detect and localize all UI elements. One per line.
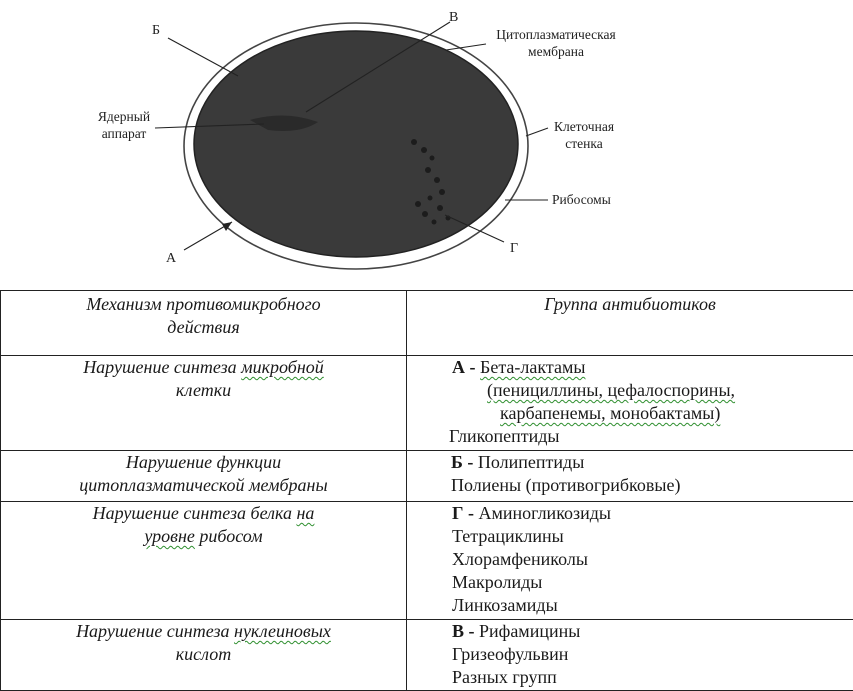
header-mechanism: Механизм противомикробного действия bbox=[1, 291, 407, 356]
table-row bbox=[1, 451, 853, 502]
label-nucleus: Ядерный аппарат bbox=[92, 108, 156, 142]
mechanism-cell: Нарушение синтеза белка на уровне рибосом bbox=[1, 502, 407, 620]
mechanism-cell: Нарушение синтеза микробной клетки bbox=[1, 356, 407, 451]
label-b: Б bbox=[152, 22, 160, 39]
group-cell: А - Бета-лактамы (пенициллины, цефалоспорины, карбапенемы, монобактамы) Гликопептиды bbox=[407, 356, 853, 451]
header-group: Группа антибиотиков bbox=[407, 291, 853, 356]
bacterial-cell-diagram bbox=[0, 0, 853, 290]
table-header-row bbox=[1, 291, 853, 356]
label-v: В bbox=[449, 9, 458, 26]
label-ribosomes: Рибосомы bbox=[552, 191, 611, 208]
table-row bbox=[1, 356, 853, 451]
cytoplasm bbox=[194, 31, 518, 257]
table-row bbox=[1, 502, 853, 620]
label-a: А bbox=[166, 250, 176, 267]
cell-drawing bbox=[0, 0, 853, 290]
label-cell-wall: Клеточная стенка bbox=[548, 118, 620, 152]
group-cell: Б - Полипептиды Полиены (противогрибковые) bbox=[407, 451, 853, 502]
mechanism-cell: Нарушение синтеза нуклеиновых кислот bbox=[1, 620, 407, 691]
group-cell: В - Рифамицины Гризеофульвин Разных групп bbox=[407, 620, 853, 691]
table-row bbox=[1, 620, 853, 691]
antibiotics-table bbox=[0, 290, 853, 691]
group-cell: Г - Аминогликозиды Тетрациклины Хлорамфениколы Макролиды Линкозамиды bbox=[407, 502, 853, 620]
label-g: Г bbox=[510, 240, 518, 257]
mechanism-cell: Нарушение функции цитоплазматической мембраны bbox=[1, 451, 407, 502]
label-membrane: Цитоплазматическая мембрана bbox=[488, 26, 624, 60]
